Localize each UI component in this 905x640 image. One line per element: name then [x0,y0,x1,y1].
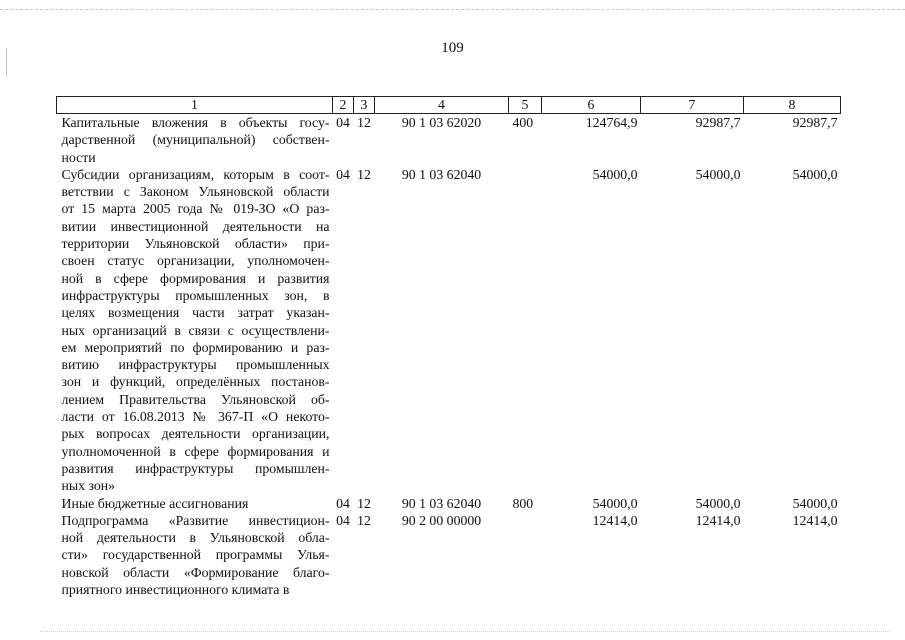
row-name-line: ных зон» [61,478,116,494]
table-row [57,512,841,598]
amount-year-1: 12414,0 [592,512,638,528]
row-name-line: ем мероприятий по формированию и раз- [61,339,330,355]
row-name-line: дарственной (муниципальной) собствен- [61,132,330,148]
row-name-line: ной в сфере формирования и развития [61,270,330,286]
section-code: 04 [336,115,350,130]
amount-year-2: 54000,0 [695,166,741,182]
amount-year-2: 54000,0 [695,495,741,511]
target-article-code: 90 1 03 62040 [401,495,482,511]
row-name-line: ности [61,149,96,165]
page-number: 109 [441,40,464,56]
column-header: 1 [57,97,333,114]
expense-type-code [509,166,542,495]
subsection-code: 12 [357,166,371,182]
target-article-code: 90 1 03 62020 [401,115,482,130]
column-header: 3 [354,97,375,114]
row-name-line: территории Ульяновской области» при- [61,236,330,252]
row-name-line: целях возмещения части затрат указан- [61,305,330,321]
header-row [57,97,841,114]
row-name [57,512,333,598]
table-row [57,114,841,166]
row-name [57,495,333,512]
column-header: 4 [375,97,509,114]
scan-bottom-border [40,631,890,632]
subsection-code: 12 [357,512,371,528]
amount-year-2: 12414,0 [695,512,741,528]
row-name-line: Подпрограмма «Развитие инвестицион- [61,512,330,528]
amount-year-3: 92987,7 [792,115,838,130]
column-header: 2 [333,97,354,114]
amount-year-2: 92987,7 [695,115,741,130]
table-row [57,166,841,495]
row-name-line: Субсидии организациям, которым в соот- [61,166,330,182]
row-name-line: новской области «Формирование благо- [61,564,330,580]
row-name-line: своен статус организации, уполномочен- [61,253,330,269]
row-name [57,114,333,166]
column-header: 6 [542,97,641,114]
row-name-line: витии инвестиционной деятельности на [61,218,330,234]
column-header: 5 [509,97,542,114]
row-name-line: ветствии с Законом Ульяновской области [61,184,330,200]
budget-table [56,96,841,598]
row-name-line: уполномоченной в сфере формирования и [61,443,330,459]
target-article-code: 90 2 00 00000 [401,512,482,528]
row-name-line: инфраструктуры промышленных зон, в [61,287,330,303]
target-article-code: 90 1 03 62040 [401,166,482,182]
row-name-line: сти» государственной программы Улья- [61,547,330,563]
scan-top-border [0,9,905,10]
expense-type-code [509,512,542,598]
row-name-line: развития инфраструктуры промышлен- [61,460,330,476]
row-name-line: приятного инвестиционного климата в [61,582,290,598]
amount-year-3: 54000,0 [792,166,838,182]
subsection-code: 12 [357,495,371,511]
column-header: 8 [744,97,841,114]
row-name-line: Иные бюджетные ассигнования [61,495,249,511]
amount-year-3: 54000,0 [792,495,838,511]
amount-year-3: 12414,0 [792,512,838,528]
row-name-line: рых вопросах деятельности организации, [61,426,330,442]
section-code: 04 [336,512,350,528]
amount-year-1: 54000,0 [592,166,638,182]
section-code: 04 [336,166,350,182]
section-code: 04 [336,495,350,511]
expense-type-code: 400 [512,115,534,130]
row-name [57,166,333,495]
row-name-line: лением Правительства Ульяновской об- [61,391,330,407]
amount-year-1: 124764,9 [585,115,638,130]
row-name-line: витию инфраструктуры промышленных [61,357,330,373]
row-name-line: от 15 марта 2005 года № 019-ЗО «О раз- [61,201,330,217]
row-name-line: зон и функций, определённых постанов- [61,374,330,390]
row-name-line: ных организаций в связи с осуществлени- [61,322,330,338]
row-name-line: Капитальные вложения в объекты госу- [61,115,330,130]
column-header: 7 [641,97,744,114]
table-row [57,495,841,512]
row-name-line: ной деятельности в Ульяновской обла- [61,530,330,546]
amount-year-1: 54000,0 [592,495,638,511]
row-name-line: ласти от 16.08.2013 № 367-П «О некото- [61,409,330,425]
expense-type-code: 800 [512,495,534,511]
subsection-code: 12 [357,115,371,130]
